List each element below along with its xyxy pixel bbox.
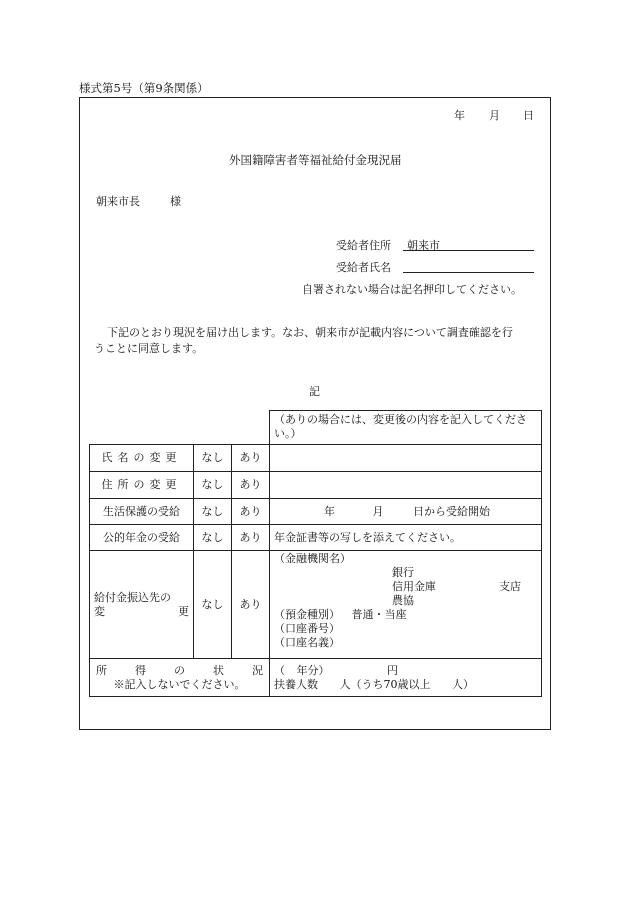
welfare-start-date[interactable] bbox=[270, 499, 542, 525]
table-row bbox=[90, 525, 542, 551]
welfare-label: 生活保護の受給 bbox=[90, 499, 194, 525]
income-label-cell bbox=[90, 659, 270, 697]
table-blank-cell bbox=[90, 411, 270, 445]
bank-none[interactable]: なし bbox=[194, 551, 232, 659]
bank-branch: 支店 bbox=[499, 580, 522, 593]
dependents-people: 人（うち70歳以上 bbox=[339, 677, 431, 691]
table-row bbox=[90, 472, 542, 499]
bank-label-line2-a: 変 bbox=[94, 604, 105, 618]
recipient-name-label: 受給者氏名 bbox=[336, 261, 391, 274]
pension-none[interactable]: なし bbox=[194, 525, 232, 551]
bank-yes[interactable]: あり bbox=[232, 551, 270, 659]
address-change-none[interactable]: なし bbox=[194, 472, 232, 499]
name-change-label: 氏名の変更 bbox=[90, 445, 194, 472]
address-change-label: 住所の変更 bbox=[90, 472, 194, 499]
welfare-month: 月 bbox=[372, 504, 384, 518]
date-month: 月 bbox=[489, 109, 500, 122]
welfare-none[interactable]: なし bbox=[194, 499, 232, 525]
income-year-close: 年分） bbox=[296, 663, 330, 677]
bank-label-line2-b: 更 bbox=[178, 604, 189, 618]
recipient-address-label: 受給者住所 bbox=[336, 239, 391, 252]
table-header-row bbox=[90, 411, 542, 445]
bank-type-shinkin-row bbox=[274, 580, 537, 594]
income-note: ※記入しないでください。 bbox=[113, 677, 246, 691]
form-title: 外国籍障害者等福祉給付金現況届 bbox=[229, 153, 402, 167]
body-text-line1: 下記のとおり現況を届け出します。なお、朝来市が記載内容について調査確認を行 bbox=[107, 326, 513, 339]
date-day: 日 bbox=[523, 109, 534, 122]
name-change-input[interactable] bbox=[270, 445, 542, 472]
bank-type-bank: 銀行 bbox=[392, 566, 415, 579]
signature-note: 自署されない場合は記名押印してください。 bbox=[302, 283, 522, 296]
income-details bbox=[270, 659, 542, 697]
addressee-honorific: 様 bbox=[170, 195, 181, 208]
deposit-type-value[interactable]: 普通・当座 bbox=[351, 608, 407, 621]
recipient-name-line bbox=[403, 272, 534, 273]
name-change-yes[interactable]: あり bbox=[232, 445, 270, 472]
welfare-from: 日から受給開始 bbox=[413, 504, 491, 518]
bank-label-line2 bbox=[94, 605, 189, 619]
table-row bbox=[90, 445, 542, 472]
bank-inst-label: （金融機関名） bbox=[274, 552, 352, 565]
name-change-none[interactable]: なし bbox=[194, 445, 232, 472]
income-year-open: （ bbox=[274, 663, 286, 677]
form-number: 様式第5号（第9条関係） bbox=[79, 81, 209, 95]
welfare-yes[interactable]: あり bbox=[232, 499, 270, 525]
bank-label-line1: 給付金振込先の bbox=[94, 590, 171, 604]
pension-note: 年金証書等の写しを添えてください。 bbox=[270, 525, 542, 551]
income-year-row bbox=[274, 664, 537, 678]
deposit-type-row bbox=[274, 608, 537, 622]
table-row bbox=[90, 551, 542, 659]
bank-type-nokyo: 農協 bbox=[392, 594, 415, 607]
welfare-year: 年 bbox=[324, 504, 336, 518]
report-table bbox=[89, 410, 542, 697]
body-text-line2: うことに同意します。 bbox=[94, 342, 204, 355]
table-row bbox=[90, 499, 542, 525]
bank-details[interactable] bbox=[270, 551, 542, 659]
bank-label bbox=[90, 551, 194, 659]
dependents-row bbox=[274, 678, 537, 692]
recipient-address-line bbox=[403, 250, 534, 251]
addressee-name: 朝来市長 bbox=[96, 195, 140, 208]
deposit-type-label: （預金種別） bbox=[274, 608, 341, 621]
account-holder-label: （口座名義） bbox=[274, 636, 341, 649]
bank-type-shinkin: 信用金庫 bbox=[392, 580, 437, 593]
dependents-label: 扶養人数 bbox=[274, 677, 319, 691]
pension-label: 公的年金の受給 bbox=[90, 525, 194, 551]
recipient-address-value: 朝来市 bbox=[407, 239, 440, 252]
table-row bbox=[90, 659, 542, 697]
pension-yes[interactable]: あり bbox=[232, 525, 270, 551]
dependents-close: 人） bbox=[452, 677, 475, 691]
address-change-yes[interactable]: あり bbox=[232, 472, 270, 499]
date-year: 年 bbox=[454, 109, 465, 122]
table-note-header: （ありの場合には、変更後の内容を記入してください。） bbox=[270, 411, 542, 445]
account-number-label: （口座番号） bbox=[274, 622, 341, 635]
income-yen: 円 bbox=[387, 663, 399, 677]
address-change-input[interactable] bbox=[270, 472, 542, 499]
ki-heading: 記 bbox=[309, 385, 320, 398]
income-label: 所 得 の 状 況 bbox=[96, 663, 263, 677]
